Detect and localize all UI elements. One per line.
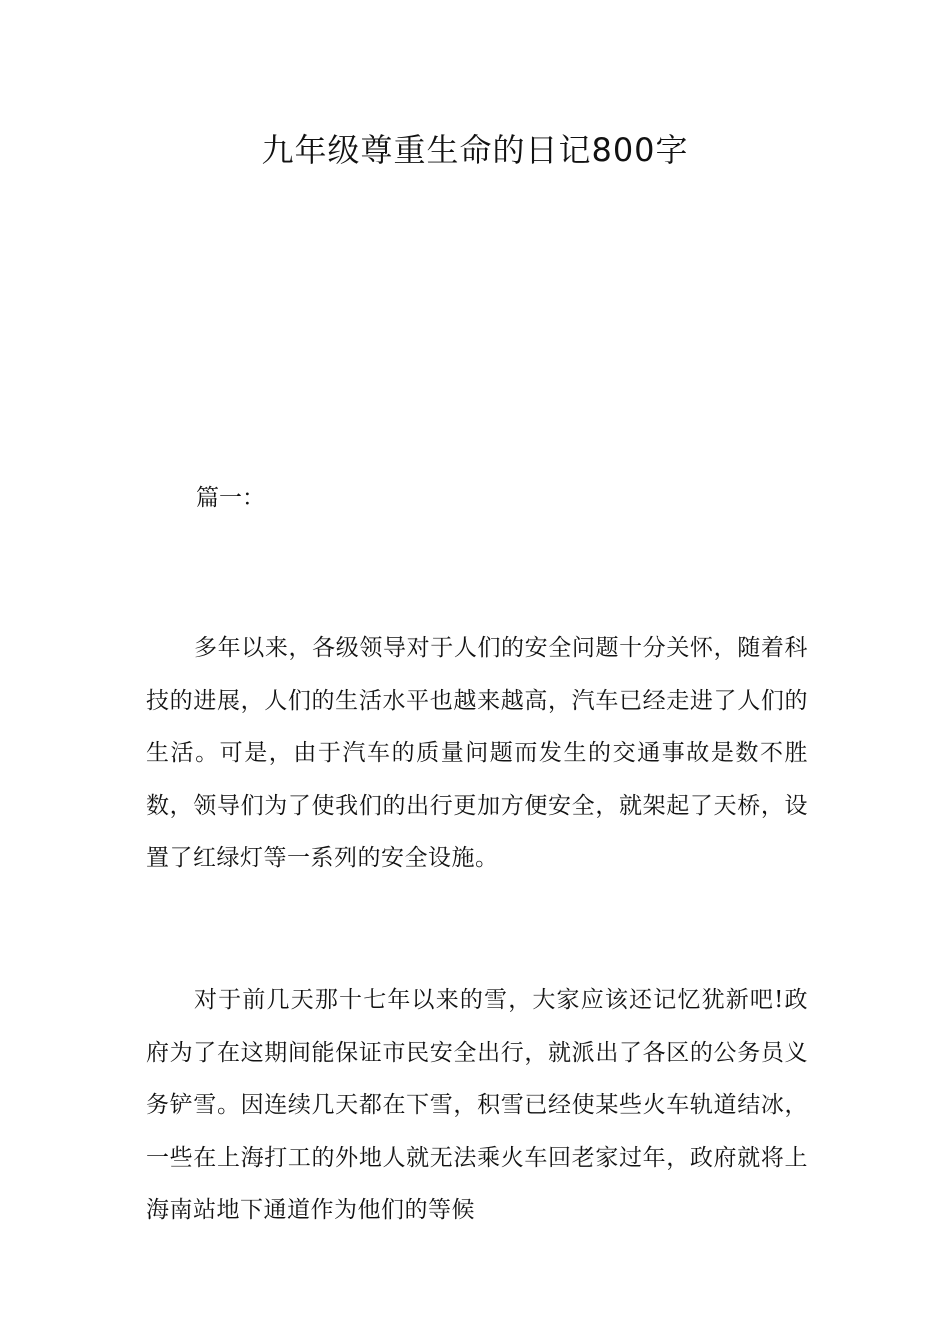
section-label: 篇一： bbox=[196, 485, 265, 511]
paragraph-1: 多年以来，各级领导对于人们的安全问题十分关怀，随着科技的进展，人们的生活水平也越来越高，汽车已经走进了人们的生活。可是，由于汽车的质量问题而发生的交通事故是数不胜数，领导们为了使我们的出行更加方便安全，就架起了天桥，设置了红绿灯等一系列的安全设施。 bbox=[146, 635, 808, 871]
paragraph-2: 对于前几天那十七年以来的雪，大家应该还记忆犹新吧!政府为了在这期间能保证市民安全出行，就派出了各区的公务员义务铲雪。因连续几天都在下雪，积雪已经使某些火车轨道结冰，一些在上海打工的外地人就无法乘火车回老家过年，政府就将上海南站地下通道作为他们的等候 bbox=[146, 987, 808, 1223]
document-title: 九年级尊重生命的日记800字 bbox=[261, 131, 689, 169]
